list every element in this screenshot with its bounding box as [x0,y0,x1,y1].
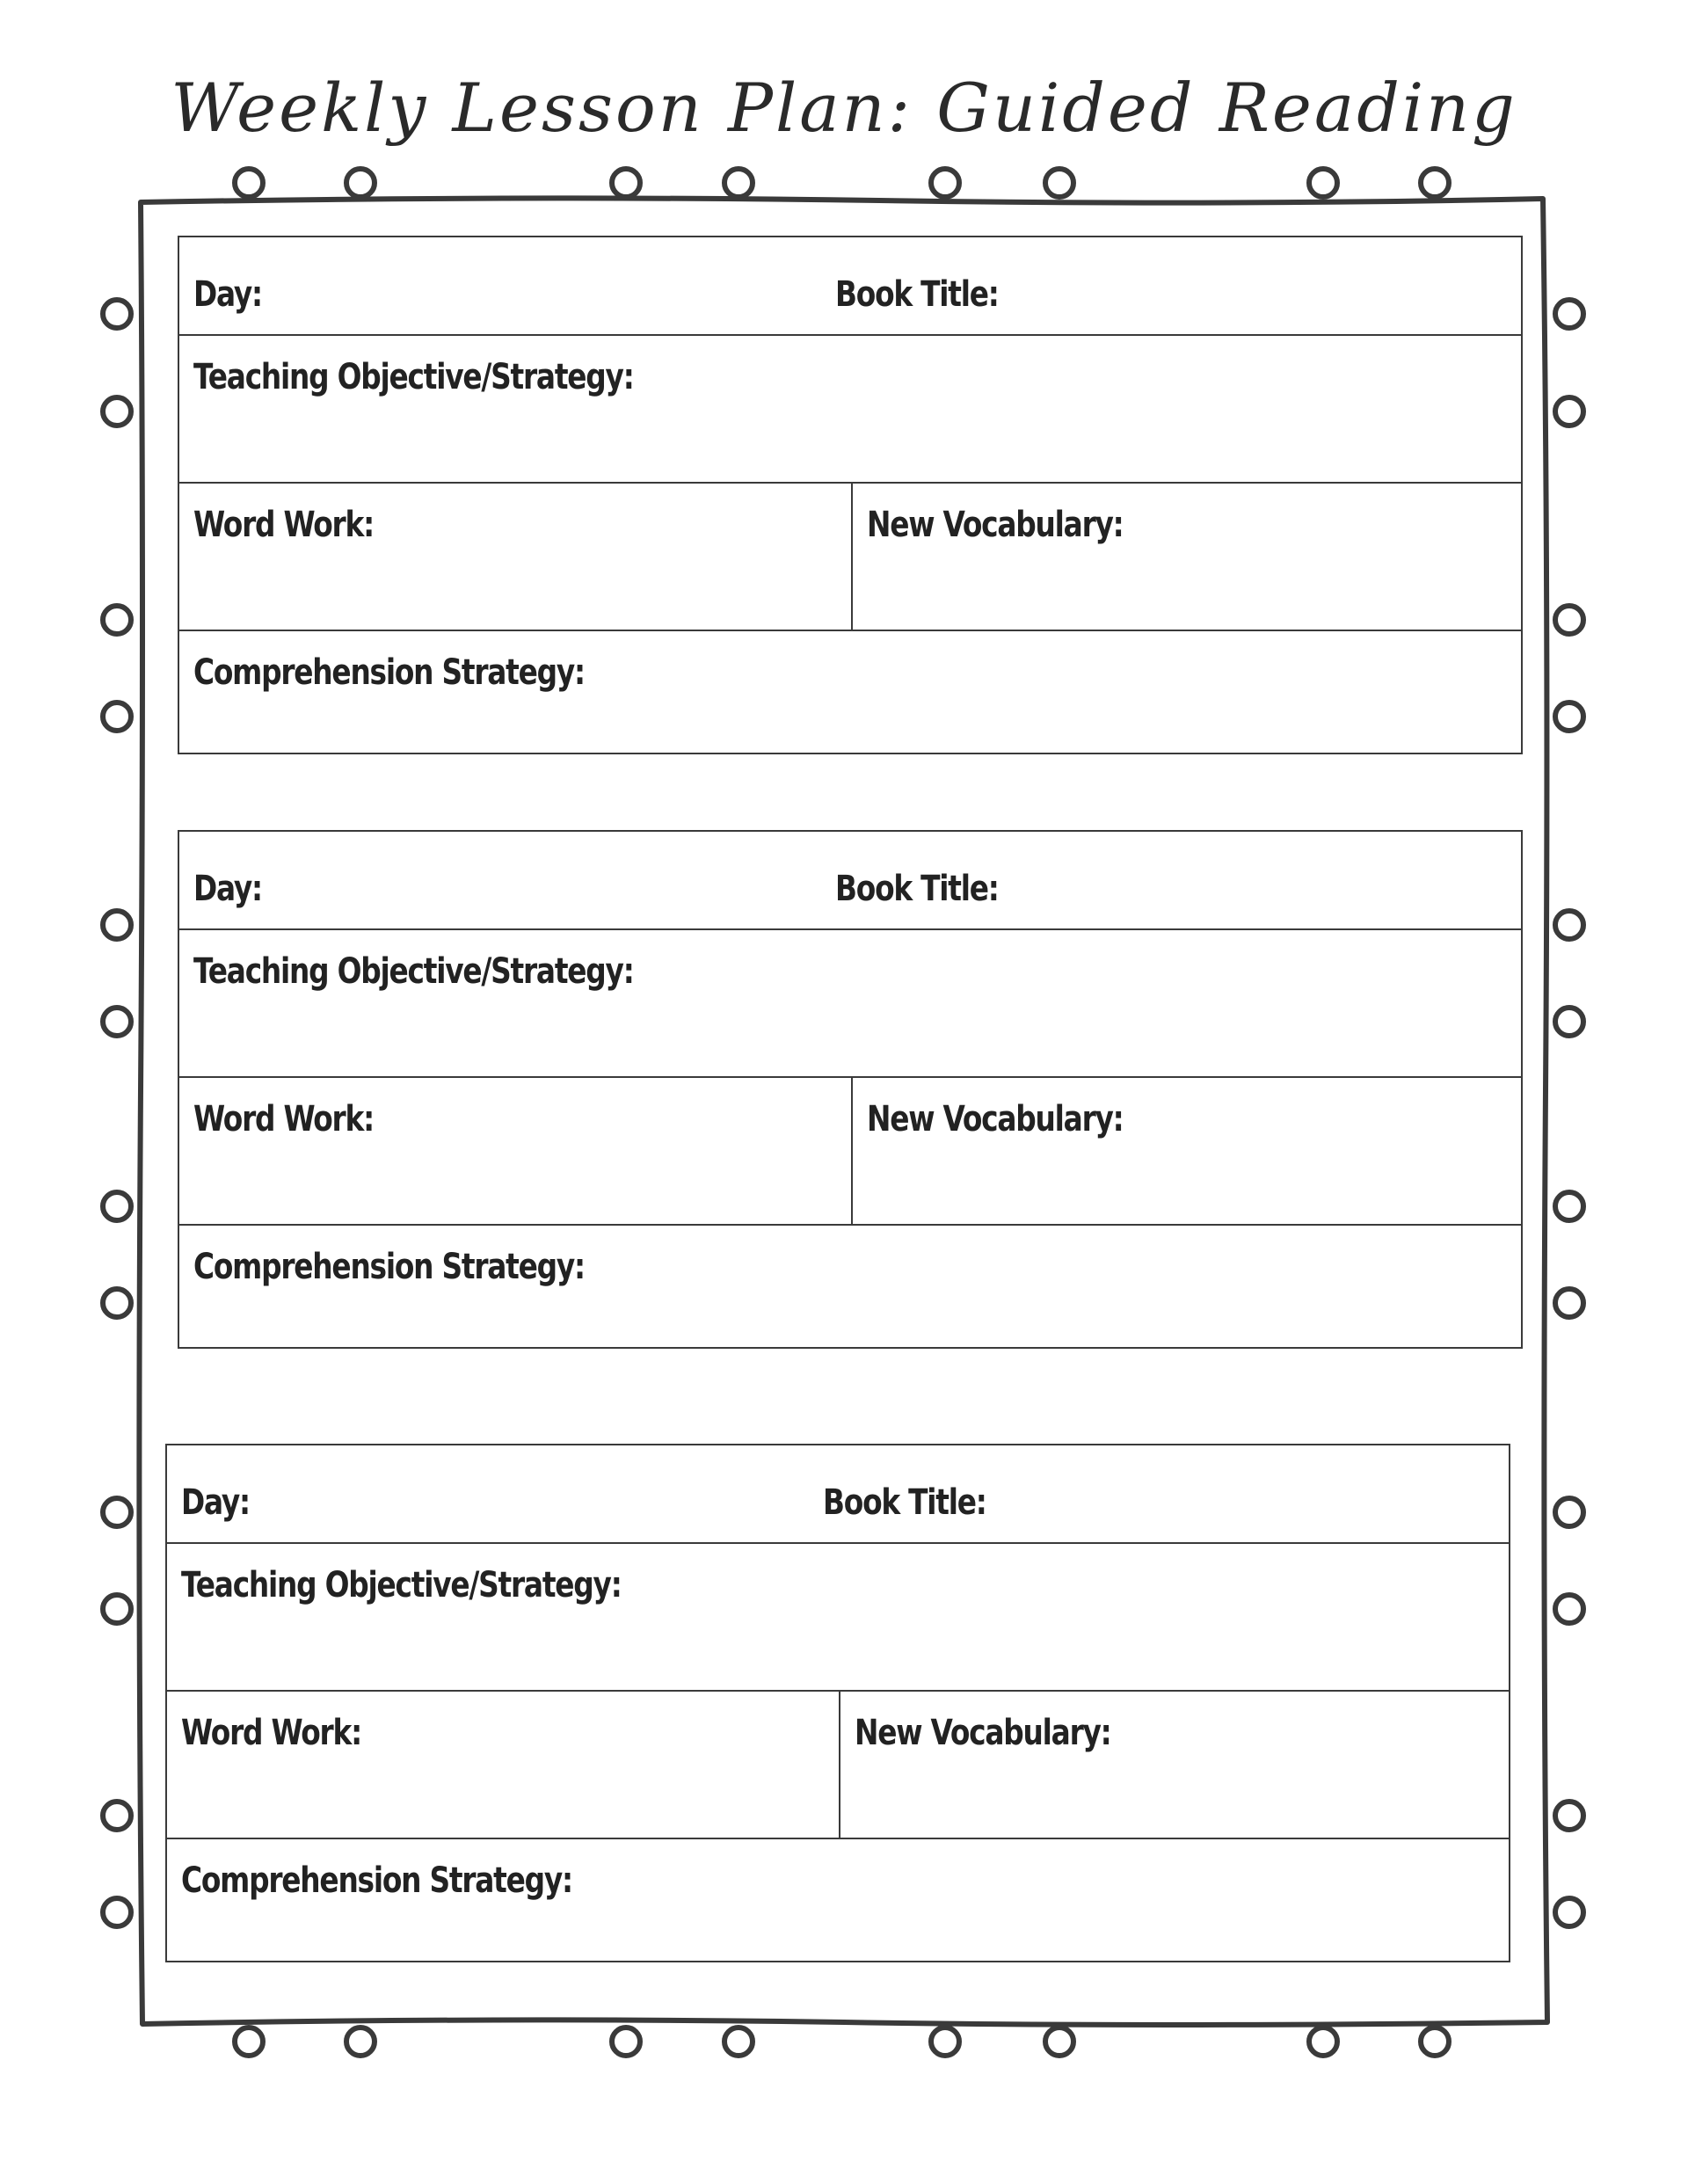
book-title-label: Book Title: [823,1482,986,1523]
book-title-label: Book Title: [835,869,999,909]
comprehension-row[interactable] [179,631,1521,753]
word-work-label: Word Work: [181,1713,361,1753]
day-book-row [179,237,1521,336]
comprehension-strategy-label: Comprehension Strategy: [193,652,585,693]
word-work-vocabulary-row [179,1078,1521,1226]
new-vocabulary-label: New Vocabulary: [867,1099,1124,1139]
new-vocabulary-label: New Vocabulary: [867,505,1124,545]
new-vocabulary-label: New Vocabulary: [855,1713,1111,1753]
page-title: Weekly Lesson Plan: Guided Reading [171,69,1517,147]
comprehension-strategy-label: Comprehension Strategy: [181,1860,572,1901]
lesson-section-2 [178,830,1523,1349]
column-divider [851,1078,853,1224]
comprehension-row[interactable] [167,1839,1509,1961]
column-divider [851,484,853,630]
day-label: Day: [193,274,262,315]
lesson-section-3 [165,1444,1510,1962]
comprehension-strategy-label: Comprehension Strategy: [193,1247,585,1287]
word-work-label: Word Work: [193,1099,374,1139]
day-label: Day: [193,869,262,909]
lesson-section-1 [178,236,1523,754]
word-work-vocabulary-row [179,484,1521,631]
word-work-vocabulary-row [167,1692,1509,1839]
teaching-objective-row[interactable] [179,336,1521,484]
teaching-objective-row[interactable] [167,1544,1509,1692]
comprehension-row[interactable] [179,1226,1521,1347]
day-book-row [179,832,1521,930]
teaching-objective-label: Teaching Objective/Strategy: [181,1565,622,1605]
word-work-label: Word Work: [193,505,374,545]
book-title-label: Book Title: [835,274,999,315]
teaching-objective-label: Teaching Objective/Strategy: [193,951,634,992]
day-book-row [167,1445,1509,1544]
day-label: Day: [181,1482,250,1523]
teaching-objective-row[interactable] [179,930,1521,1078]
teaching-objective-label: Teaching Objective/Strategy: [193,357,634,397]
column-divider [839,1692,840,1838]
